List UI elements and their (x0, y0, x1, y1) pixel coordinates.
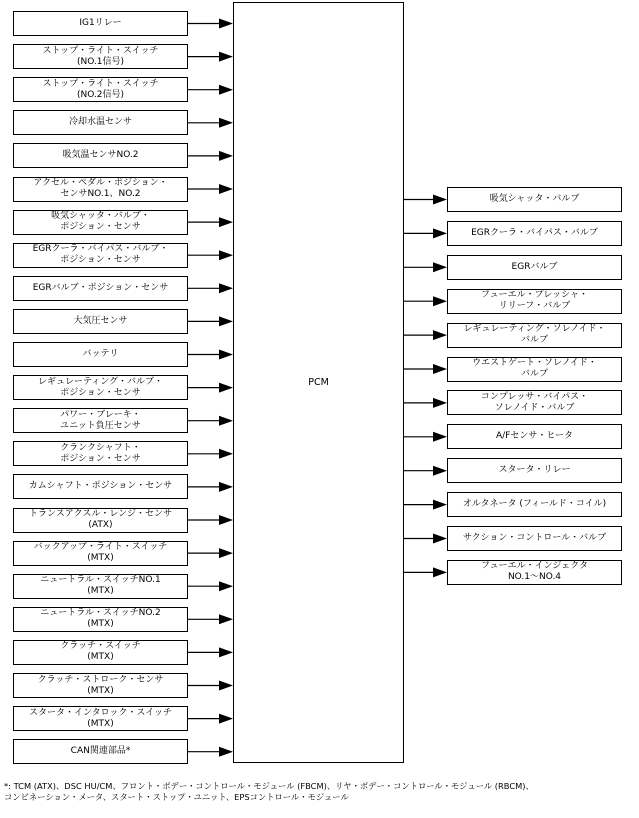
input-label: 大気圧センサ (73, 315, 128, 326)
input-label: レギュレーティング・バルブ・ ポジション・センサ (37, 376, 164, 398)
output-arrow (404, 466, 447, 476)
input-label: アクセル・ペダル・ポジション・ センサNO.1、NO.2 (33, 178, 168, 199)
output-arrow (404, 500, 447, 510)
output-box (447, 187, 622, 212)
output-label: A/Fセンサ・ヒータ (495, 431, 573, 442)
input-label: クランクシャフト・ ポジション・センサ (60, 442, 141, 464)
output-label: レギュレーティング・ソレノイド・ バルブ (463, 324, 606, 346)
input-box (13, 309, 188, 334)
input-label: ストップ・ライト・スイッチ (NO.1信号) (42, 45, 159, 67)
input-arrow (188, 151, 233, 161)
output-box (447, 221, 622, 246)
input-arrow (188, 217, 233, 227)
input-box (13, 607, 188, 632)
input-label: クラッチ・ストローク・センサ (MTX) (37, 674, 164, 696)
input-box (13, 143, 188, 168)
output-label: スタータ・リレー (498, 465, 571, 476)
input-arrow (188, 184, 233, 194)
output-box (447, 526, 622, 551)
pcm-box (233, 2, 404, 763)
input-arrow (188, 118, 233, 128)
output-label: オルタネータ (フィールド・コイル) (462, 499, 607, 510)
output-arrow (404, 330, 447, 340)
input-arrow (188, 681, 233, 691)
input-arrow (188, 548, 233, 558)
input-box (13, 574, 188, 599)
output-box (447, 289, 622, 314)
input-box (13, 375, 188, 400)
input-box (13, 77, 188, 102)
output-box (447, 424, 622, 449)
input-box (13, 673, 188, 698)
input-box (13, 276, 188, 301)
pcm-label: PCM (308, 377, 329, 388)
input-label: 吸気シャッタ・バルブ・ ポジション・センサ (51, 211, 150, 233)
output-arrow (404, 296, 447, 306)
input-box (13, 739, 188, 764)
input-arrow (188, 747, 233, 757)
input-label: 冷却水温センサ (68, 117, 132, 128)
input-arrow (188, 515, 233, 525)
output-box (447, 560, 622, 585)
output-label: コンプレッサ・バイパス・ ソレノイド・バルブ (480, 391, 589, 413)
input-label: EGRクーラ・バイパス・バルブ・ ポジション・センサ (32, 244, 169, 266)
input-label: クラッチ・スイッチ (MTX) (60, 641, 141, 663)
input-box (13, 177, 188, 202)
input-label: バッテリ (82, 349, 119, 359)
input-label: トランスアクスル・レンジ・センサ (ATX) (29, 509, 172, 530)
input-label: ストップ・ライト・スイッチ (NO.2信号) (42, 78, 159, 100)
output-box (447, 357, 622, 382)
input-box (13, 110, 188, 135)
input-arrow (188, 283, 233, 293)
input-label: IG1リレー (79, 18, 122, 28)
input-label: バックアップ・ライト・スイッチ (MTX) (33, 542, 168, 564)
output-box (447, 458, 622, 483)
input-arrow (188, 614, 233, 624)
input-label: 吸気温センサNO.2 (62, 150, 139, 161)
footnote: *: TCM (ATX)、DSC HU/CM、フロント・ボデー・コントロール・モジュール (FBCM)、リヤ・ボデー・コントロール・モジュール (RBCM)、 コンビネーション・メータ、スタート・ストップ・ユニット、EPSコントロール・モジュール (4, 781, 534, 802)
input-box (13, 210, 188, 235)
output-arrow (404, 364, 447, 374)
output-arrow (404, 262, 447, 272)
output-box (447, 323, 622, 348)
output-label: フューエル・プレッシャ・ リリーフ・バルブ (481, 290, 588, 312)
input-arrow (188, 52, 233, 62)
input-arrow (188, 316, 233, 326)
input-arrow (188, 250, 233, 260)
output-arrow (404, 567, 447, 577)
output-arrow (404, 432, 447, 442)
output-label: ウエストゲート・ソレノイド・ バルブ (472, 358, 597, 379)
input-label: EGRバルブ・ポジション・センサ (32, 282, 169, 293)
output-arrow (404, 195, 447, 205)
input-label: パワー・ブレーキ・ ユニット負圧センサ (60, 409, 141, 431)
input-box (13, 44, 188, 69)
output-label: EGRバルブ (511, 261, 558, 272)
input-box (13, 342, 188, 367)
output-arrow (404, 534, 447, 544)
output-label: フューエル・インジェクタ NO.1〜NO.4 (481, 561, 588, 583)
input-box (13, 640, 188, 665)
input-box (13, 541, 188, 566)
input-box (13, 11, 188, 36)
output-arrow (404, 228, 447, 238)
input-box (13, 408, 188, 433)
input-box (13, 706, 188, 731)
input-arrow (188, 19, 233, 29)
input-label: ニュートラル・スイッチNO.1 (MTX) (40, 575, 161, 597)
input-arrow (188, 714, 233, 724)
input-label: スタータ・インタロック・スイッチ (MTX) (28, 707, 173, 729)
output-box (447, 255, 622, 280)
input-arrow (188, 383, 233, 393)
output-label: サクション・コントロール・バルブ (462, 533, 607, 543)
input-arrow (188, 581, 233, 591)
output-box (447, 390, 622, 415)
input-box (13, 508, 188, 533)
input-arrow (188, 647, 233, 657)
output-box (447, 492, 622, 517)
input-arrow (188, 416, 233, 426)
input-label: ニュートラル・スイッチNO.2 (MTX) (40, 608, 161, 630)
input-arrow (188, 482, 233, 492)
input-arrow (188, 350, 233, 360)
input-box (13, 474, 188, 499)
output-arrow (404, 398, 447, 408)
input-box (13, 243, 188, 268)
output-label: EGRクーラ・バイパス・バルブ (471, 227, 598, 238)
input-box (13, 441, 188, 466)
output-label: 吸気シャッタ・バルブ (489, 194, 580, 204)
input-label: カムシャフト・ポジション・センサ (28, 481, 173, 492)
input-arrow (188, 449, 233, 459)
input-label: CAN関連部品* (70, 746, 131, 757)
input-arrow (188, 85, 233, 95)
